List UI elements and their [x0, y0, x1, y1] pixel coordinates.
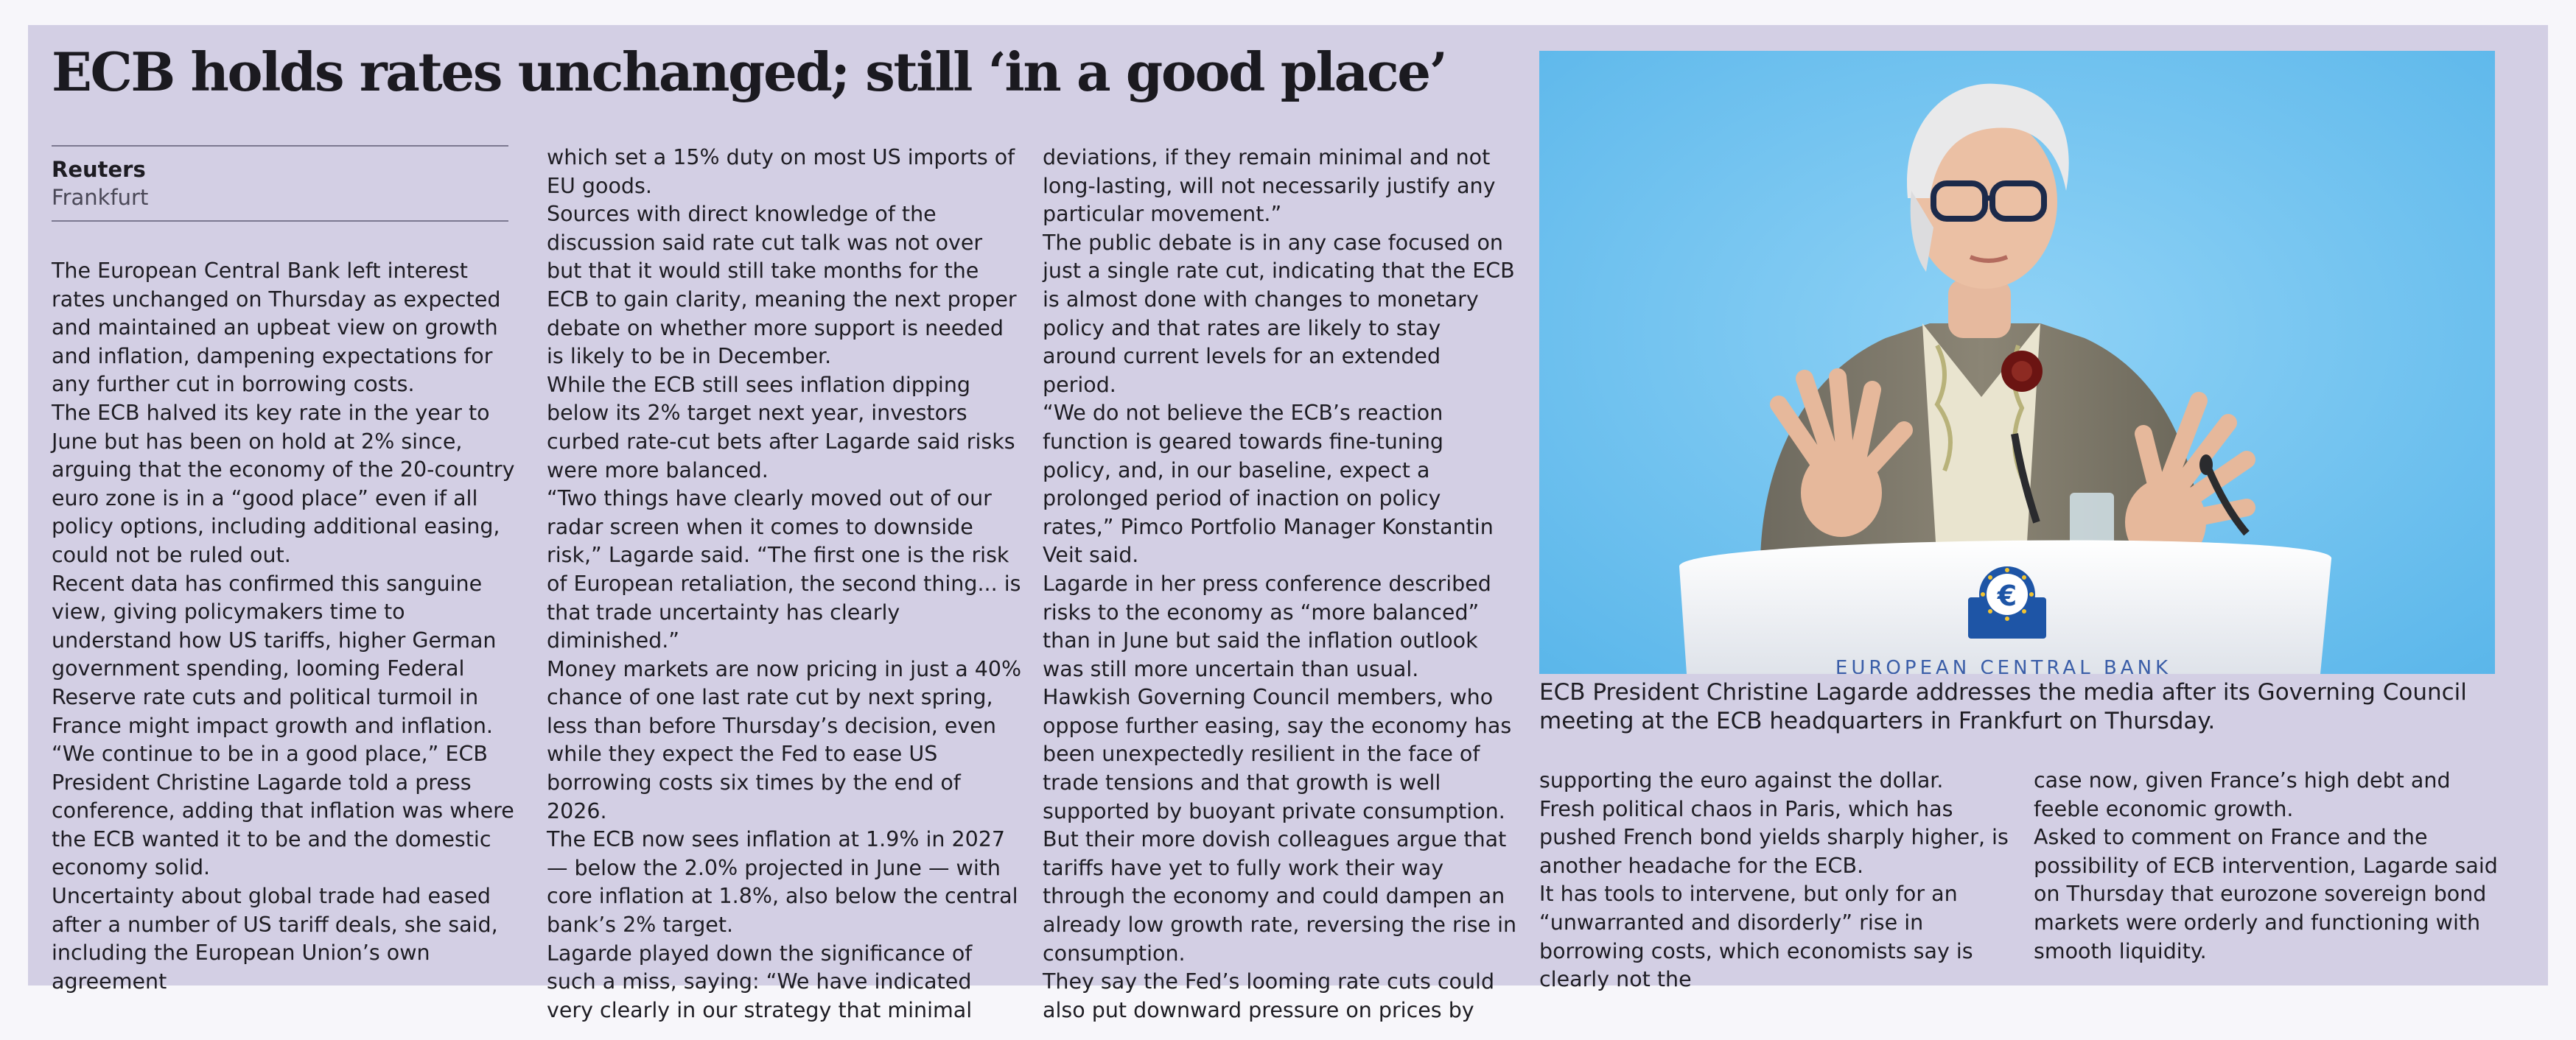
paragraph: Sources with direct knowledge of the discussion said rate cut talk was not over but that it would still take months for the ECB to gain clarity, meaning the next proper debate on whether more support is needed is likely to be in December.	[547, 202, 1017, 369]
paragraph: They say the Fed’s looming rate cuts could also put downward pressure on prices by	[1043, 969, 1495, 1022]
paragraph: The European Central Bank left interest rates unchanged on Thursday as expected and maintained an upbeat view on growth and inflation, dampening expectations for any further cut in borrowing costs.	[52, 259, 501, 397]
lectern-text: EUROPEAN CENTRAL BANK	[1835, 657, 2172, 674]
lagarde-photo	[1539, 51, 2495, 674]
paragraph: The public debate is in any case focused on just a single rate cut, indicating that the ECB is almost done with changes to monetary policy and that rates are likely to stay around current levels for an extended period.	[1043, 230, 1515, 397]
paragraph: Hawkish Governing Council members, who oppose further easing, say the economy has been unexpectedly resilient in the face of trade tensions and that growth is well supported by buoyant private consumption.	[1043, 685, 1512, 823]
paragraph: Recent data has confirmed this sanguine view, giving policymakers time to understand how US tariffs, higher German government spending, looming Federal Reserve rate cuts and political turmoil in France might impact growth and inflation.	[52, 571, 497, 738]
paragraph: case now, given France’s high debt and feeble economic growth.	[2034, 768, 2451, 821]
euro-symbol-icon: €	[1997, 580, 2017, 612]
paragraph: supporting the euro against the dollar.	[1539, 768, 1944, 793]
paragraph: Fresh political chaos in Paris, which has pushed French bond yields sharply higher, is another headache for the ECB.	[1539, 796, 2009, 878]
paragraph: Money markets are now pricing in just a 40% chance of one last rate cut by next spring, less than before Thursday’s decision, even while they expect the Fed to ease US borrowing costs six times by the end of 2026.	[547, 656, 1022, 823]
paragraph: But their more dovish colleagues argue that tariffs have yet to fully work their way through the economy and could dampen an already low growth rate, reversing the rise in consumption.	[1043, 827, 1517, 966]
paragraph: It has tools to intervene, but only for an “unwarranted and disorderly” rise in borrowing costs, which economists say is clearly not the	[1539, 882, 1973, 992]
photo-caption: ECB President Christine Lagarde addresses the media after its Governing Council meeting at the ECB headquarters in Frankfurt on Thursday.	[1539, 679, 2467, 734]
byline-dateline: Frankfurt	[52, 185, 149, 210]
paragraph: “We do not believe the ECB’s reaction function is geared towards fine-tuning policy, and, in our baseline, expect a prolonged period of inaction on policy rates,” Pimco Portfolio Manager Konstantin Veit said.	[1043, 401, 1494, 568]
paragraph: The ECB halved its key rate in the year to June but has been on hold at 2% since, arguing that the economy of the 20-country euro zone is in a “good place” even if all policy options, including additional easing, could not be ruled out.	[52, 400, 515, 567]
body-column-4	[1539, 767, 2011, 994]
paragraph: “We continue to be in a good place,” ECB President Christine Lagarde told a press conference, adding that inflation was where the ECB wanted it to be and the domestic economy solid.	[52, 742, 514, 880]
paragraph: “Two things have clearly moved out of our radar screen when it comes to downside risk,” Lagarde said. “The first one is the risk of European retaliation, the second thing... is that trade uncertainty has clearly diminished.”	[547, 486, 1021, 653]
paragraph: Lagarde in her press conference described risks to the economy as “more balanced” than in June but said the inflation outlook was still more uncertain than usual.	[1043, 571, 1491, 681]
paragraph: Lagarde played down the significance of such a miss, saying: “We have indicated very clearly in our strategy that minimal	[547, 941, 973, 1022]
paragraph: Uncertainty about global trade had eased after a number of US tariff deals, she said, including the European Union’s own agreement	[52, 884, 498, 994]
headline: ECB holds rates unchanged; still ‘in a good place’	[52, 41, 1446, 103]
body-column-5	[2034, 767, 2502, 966]
paragraph: Asked to comment on France and the possibility of ECB intervention, Lagarde said on Thursday that eurozone sovereign bond markets were orderly and functioning with smooth liquidity.	[2034, 825, 2498, 963]
byline	[52, 145, 508, 222]
paragraph: While the ECB still sees inflation dipping below its 2% target next year, investors curbed rate-cut bets after Lagarde said risks were more balanced.	[547, 372, 1015, 482]
paragraph: deviations, if they remain minimal and not long-lasting, will not necessarily justify any particular movement.”	[1043, 145, 1496, 227]
body-column-1	[52, 257, 523, 996]
paragraph: which set a 15% duty on most US imports of EU goods.	[547, 145, 1015, 198]
body-column-3	[1043, 144, 1518, 1025]
byline-source: Reuters	[52, 157, 146, 182]
body-column-2	[547, 144, 1022, 1025]
paragraph: The ECB now sees inflation at 1.9% in 2027 — below the 2.0% projected in June — with core inflation at 1.8%, also below the central bank’s 2% target.	[547, 827, 1018, 938]
